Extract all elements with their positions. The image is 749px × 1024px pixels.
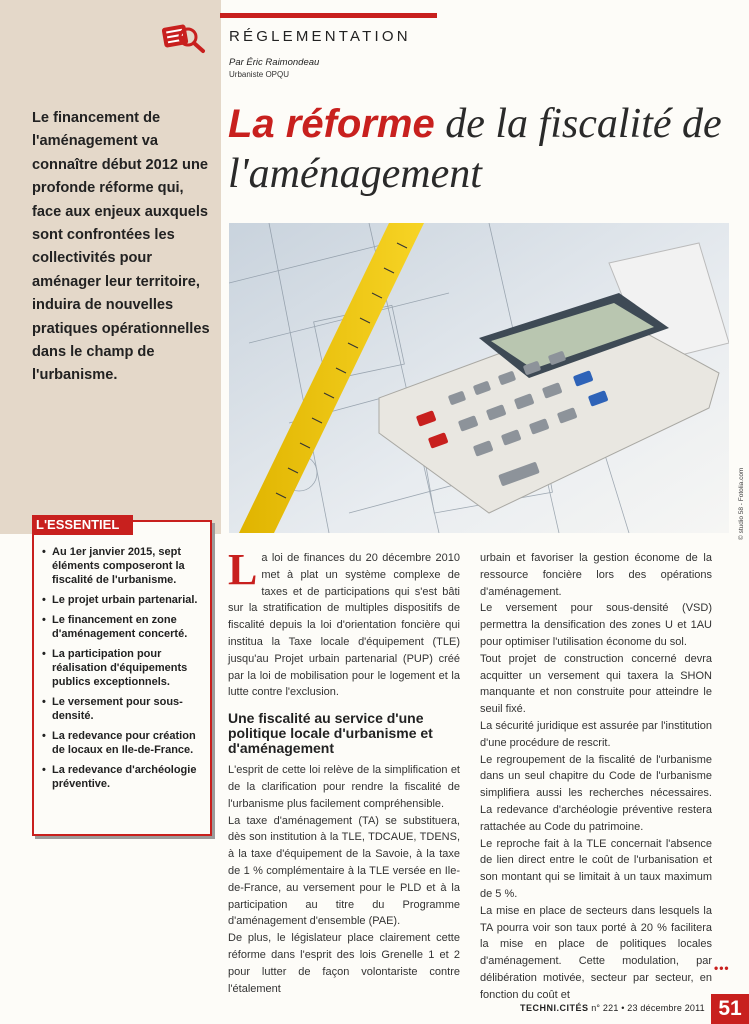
body-paragraph: De plus, le législateur place clairement cette réforme dans l'esprit des lois Grenelle 1 et 2 pour lutter de façon volontariste contre l'étalement	[228, 932, 460, 995]
drop-cap: L	[228, 545, 258, 594]
magazine-name: TECHNI.CITÉS	[520, 1003, 589, 1013]
essentiel-item: • La redevance pour création de locaux en Ile-de-France.	[42, 729, 207, 757]
essentiel-item: • Le versement pour sous-densité.	[42, 695, 207, 723]
title-highlight: La réforme	[228, 102, 435, 146]
title-rest: de la fiscalité de l'aménagement	[228, 101, 722, 197]
page-number: 51	[711, 994, 749, 1024]
essentiel-heading: L'ESSENTIEL	[32, 515, 133, 535]
body-paragraph: Tout projet de construction concerné devra acquitter un versement qui taxera la SHON manquante et non construite pour atteindre le seuil fixé.	[480, 652, 712, 716]
body-paragraph: urbain et favoriser la gestion économe de la ressource foncière lors des opérations d'aménagement.	[480, 552, 712, 598]
essentiel-item: • La redevance d'archéologie préventive.	[42, 763, 207, 791]
intro-text: Le financement de l'aménagement va connaître début 2012 une profonde réforme qui, face aux enjeux auxquels sont confrontées les collectivités pour aménager leur territoire, induira de nouvelles pratiques opérationnelles dans le champ de l'urbanisme.	[32, 110, 210, 384]
essentiel-item: • La participation pour réalisation d'équipements publics exceptionnels.	[42, 647, 207, 689]
body-paragraph: La taxe d'aménagement (TA) se substituera, dès son institution à la TLE, TDCAUE, TDENS, à la taxe d'équipement de la Savoie, à la taxe de 1 % complémentaire à la TLE versée en Ile-de-France, au versement pour le PLD et à la participation au titre du Programme d'aménagement d'ensemble (PAE).	[228, 814, 460, 928]
page-footer	[520, 1003, 705, 1013]
author-byline: Par Éric Raimondeau	[229, 57, 320, 68]
photo-credit: © studio 58 - Fotolia.com	[738, 467, 745, 540]
author-role: Urbaniste OPQU	[229, 70, 290, 79]
body-paragraph	[228, 545, 460, 701]
body-paragraph-text: a loi de finances du 20 décembre 2010 met à plat un système complexe de taxes et de participations qui s'est bâti sur la stratification de multiples dispositifs de fiscalité depuis la loi d'orientation foncière qui institua la Taxe locale d'équipement (TLE) jusqu'au Projet urbain partenarial (PUP) créé par la loi de mobilisation pour le logement et la lutte contre l'exclusion.	[228, 552, 460, 699]
subheading: Une fiscalité au service d'une politique locale d'urbanisme et d'aménagement	[228, 710, 433, 757]
header-rule	[220, 13, 437, 18]
issue-info: n° 221 • 23 décembre 2011	[591, 1003, 705, 1013]
essentiel-item: • Le financement en zone d'aménagement concerté.	[42, 613, 207, 641]
body-paragraph: L'esprit de cette loi relève de la simplification et de la clarification pour rendre la fiscalité de l'urbanisme plus facilement compréhensible.	[228, 764, 460, 810]
calculator-photo	[229, 223, 729, 533]
magnifier-document-icon	[162, 20, 206, 54]
article-title	[228, 99, 738, 199]
body-column-1	[228, 545, 460, 997]
body-paragraph: Le versement pour sous-densité (VSD) permettra la densification des zones U et 1AU pour optimiser l'utilisation économe du sol.	[480, 602, 712, 648]
section-label: RÉGLEMENTATION	[229, 28, 411, 45]
body-paragraph: La sécurité juridique est assurée par l'institution d'une procédure de rescrit.	[480, 719, 712, 749]
continued-marker: •••	[714, 961, 730, 975]
body-column-2	[480, 550, 712, 1004]
essentiel-item: • Le projet urbain partenarial.	[42, 593, 207, 607]
essentiel-list	[42, 545, 207, 797]
body-paragraph: La mise en place de secteurs dans lesquels la TA pourra voir son taux porté à 20 % facilitera la mise en place de politiques locales d'aménagement. Cette modulation, par délibération motivée, secteur par secteur, en fonction du coût et	[480, 904, 712, 1001]
body-paragraph: Le reproche fait à la TLE concernait l'absence de lien direct entre le coût de l'urbanisation et son montant qui se limitait à un taux maximum de 5 %.	[480, 837, 712, 900]
body-paragraph: Le regroupement de la fiscalité de l'urbanisme dans un seul chapitre du Code de l'urbanisme simplifiera aussi les recherches nécessaires. La redevance d'archéologie préventive restera rattachée au Code du patrimoine.	[480, 753, 712, 833]
essentiel-item: • Au 1er janvier 2015, sept éléments composeront la fiscalité de l'urbanisme.	[42, 545, 207, 587]
